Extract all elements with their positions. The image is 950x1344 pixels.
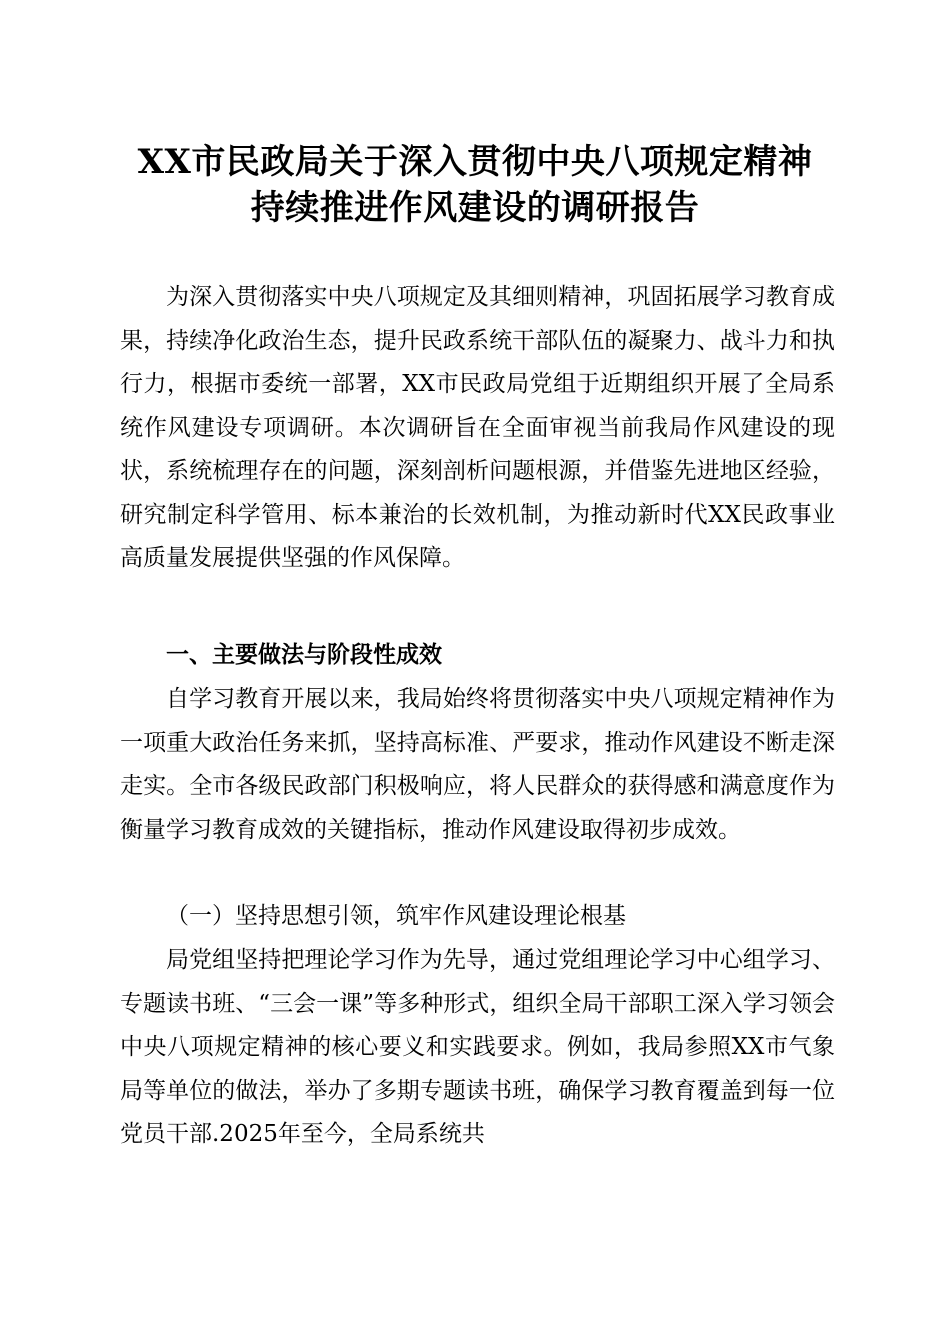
document-title-line-2: 持续推进作风建设的调研报告 — [250, 188, 700, 228]
subsection-1-paragraph: 局党组坚持把理论学习作为先导，通过党组理论学习中心组学习、专题读书班、“三会一课”等多种形式，组织全局干部职工深入学习领会中央八项规定精神的核心要义和实践要求。例如，我局参照XX市气象局等单位的做法，举办了多期专题读书班，确保学习教育覆盖到每一位党员干部.2025年至今，全局系统共 — [120, 947, 835, 1147]
subsection-heading-1: （一）坚持思想引领，筑牢作风建设理论根基 — [166, 903, 626, 929]
section-1-paragraph: 自学习教育开展以来，我局始终将贯彻落实中央八项规定精神作为一项重大政治任务来抓，坚持高标准、严要求，推动作风建设不断走深走实。全市各级民政部门积极响应，将人民群众的获得感和满意度作为衡量学习教育成效的关键指标，推动作风建设取得初步成效。 — [120, 686, 835, 843]
document-title-line-1: XX市民政局关于深入贯彻中央八项规定精神 — [137, 142, 813, 182]
section-heading-1: 一、主要做法与阶段性成效 — [166, 642, 442, 668]
intro-paragraph: 为深入贯彻落实中央八项规定及其细则精神，巩固拓展学习教育成果，持续净化政治生态，提升民政系统干部队伍的凝聚力、战斗力和执行力，根据市委统一部署，XX市民政局党组于近期组织开展了全局系统作风建设专项调研。本次调研旨在全面审视当前我局作风建设的现状，系统梳理存在的问题，深刻剖析问题根源，并借鉴先进地区经验，研究制定科学管用、标本兼治的长效机制，为推动新时代XX民政事业高质量发展提供坚强的作风保障。 — [120, 284, 835, 571]
